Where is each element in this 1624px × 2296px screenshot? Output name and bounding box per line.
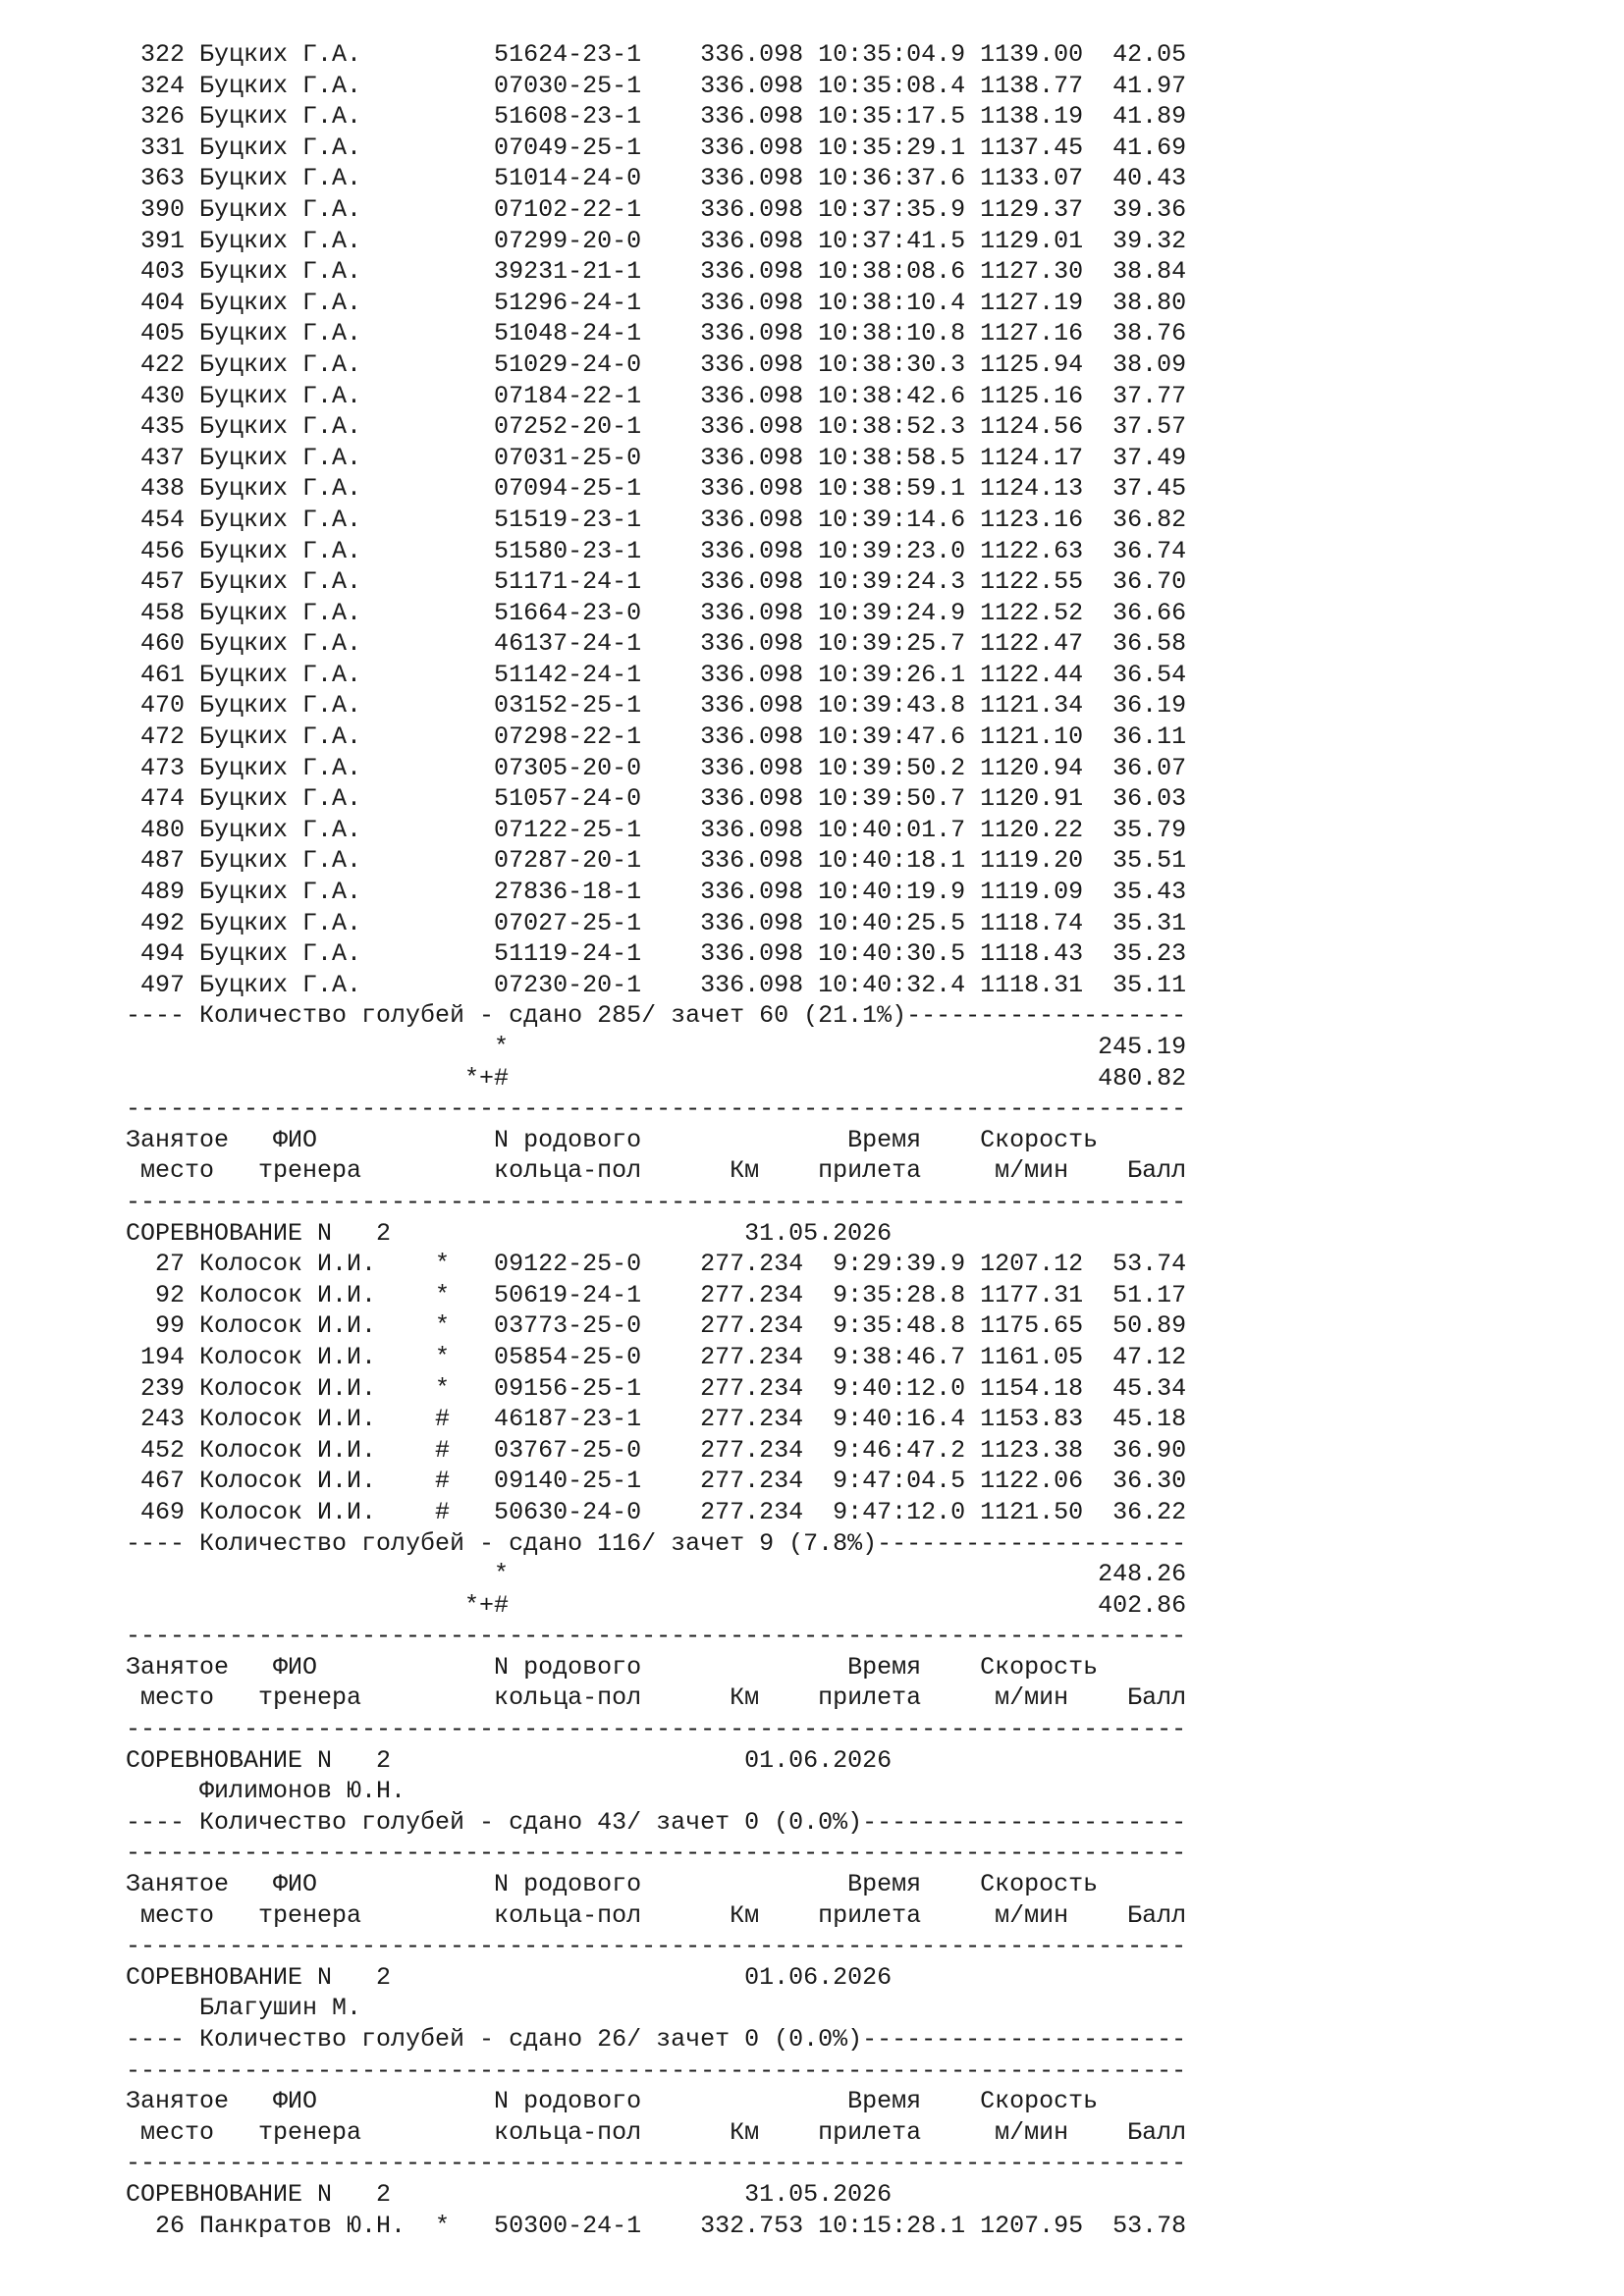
fancier-name: Филимонов Ю.Н. — [126, 1777, 406, 1806]
score-total-line: *+# 402.86 — [126, 1590, 1187, 1620]
result-row: 452 Колосок И.И. # 03767-25-0 277.234 9:46:47.2 1123.38 36.90 — [126, 1435, 1187, 1465]
summary-line: ---- Количество голубей - сдано 116/ зачет 9 (7.8%)--------------------- — [126, 1528, 1187, 1558]
summary-line: ---- Количество голубей - сдано 43/ зачет 0 (0.0%)---------------------- — [126, 1807, 1187, 1837]
result-row: 405 Буцких Г.А. 51048-24-1 336.098 10:38:10.8 1127.16 38.76 — [126, 319, 1187, 348]
result-row: 457 Буцких Г.А. 51171-24-1 336.098 10:39:24.3 1122.55 36.70 — [126, 567, 1187, 597]
result-row: 363 Буцких Г.А. 51014-24-0 336.098 10:36:37.6 1133.07 40.43 — [126, 164, 1187, 193]
competition-heading: СОРЕВНОВАНИЕ N 2 31.05.2026 — [126, 2179, 893, 2209]
summary-line: ---- Количество голубей - сдано 285/ зачет 60 (21.1%)------------------- — [126, 1001, 1187, 1031]
result-row: 326 Буцких Г.А. 51608-23-1 336.098 10:35:17.5 1138.19 41.89 — [126, 102, 1187, 132]
result-row: 494 Буцких Г.А. 51119-24-1 336.098 10:40:30.5 1118.43 35.23 — [126, 939, 1187, 969]
score-total-line: * 245.19 — [126, 1033, 1187, 1061]
score-total-line: * 248.26 — [126, 1560, 1187, 1589]
result-row: 454 Буцких Г.А. 51519-23-1 336.098 10:39:14.6 1123.16 36.82 — [126, 505, 1187, 534]
result-row: 456 Буцких Г.А. 51580-23-1 336.098 10:39:23.0 1122.63 36.74 — [126, 536, 1187, 565]
result-row: 437 Буцких Г.А. 07031-25-0 336.098 10:38:58.5 1124.17 37.49 — [126, 443, 1187, 472]
competition-heading: СОРЕВНОВАНИЕ N 2 01.06.2026 — [126, 1962, 893, 1992]
divider-line: ------------------------------------------------------------------------ — [126, 2056, 1187, 2085]
column-header-line-1: Занятое ФИО N родового Время Скорость — [126, 1652, 1099, 1682]
result-row: 27 Колосок И.И. * 09122-25-0 277.234 9:29:39.9 1207.12 53.74 — [126, 1250, 1187, 1279]
result-row: 497 Буцких Г.А. 07230-20-1 336.098 10:40:32.4 1118.31 35.11 — [126, 970, 1187, 999]
divider-line: ------------------------------------------------------------------------ — [126, 1715, 1187, 1744]
result-row: 487 Буцких Г.А. 07287-20-1 336.098 10:40:18.1 1119.20 35.51 — [126, 846, 1187, 876]
result-row: 390 Буцких Г.А. 07102-22-1 336.098 10:37:35.9 1129.37 39.36 — [126, 194, 1187, 224]
competition-heading: СОРЕВНОВАНИЕ N 2 01.06.2026 — [126, 1745, 893, 1775]
column-header-line-1: Занятое ФИО N родового Время Скорость — [126, 2087, 1099, 2116]
summary-line: ---- Количество голубей - сдано 26/ зачет 0 (0.0%)---------------------- — [126, 2025, 1187, 2054]
result-row: 26 Панкратов Ю.Н. * 50300-24-1 332.753 10:15:28.1 1207.95 53.78 — [126, 2211, 1187, 2240]
divider-line: ------------------------------------------------------------------------ — [126, 1622, 1187, 1651]
result-row: 243 Колосок И.И. # 46187-23-1 277.234 9:40:16.4 1153.83 45.18 — [126, 1405, 1187, 1434]
result-row: 467 Колосок И.И. # 09140-25-1 277.234 9:47:04.5 1122.06 36.30 — [126, 1467, 1187, 1496]
result-row: 492 Буцких Г.А. 07027-25-1 336.098 10:40:25.5 1118.74 35.31 — [126, 908, 1187, 937]
divider-line: ------------------------------------------------------------------------ — [126, 1095, 1187, 1124]
result-row: 422 Буцких Г.А. 51029-24-0 336.098 10:38:30.3 1125.94 38.09 — [126, 349, 1187, 379]
result-row: 460 Буцких Г.А. 46137-24-1 336.098 10:39:25.7 1122.47 36.58 — [126, 629, 1187, 659]
results-listing — [126, 39, 1186, 2241]
divider-line: ------------------------------------------------------------------------ — [126, 1839, 1187, 1868]
result-row: 403 Буцких Г.А. 39231-21-1 336.098 10:38:08.6 1127.30 38.84 — [126, 257, 1187, 287]
result-row: 391 Буцких Г.А. 07299-20-0 336.098 10:37:41.5 1129.01 39.32 — [126, 226, 1187, 255]
divider-line: ------------------------------------------------------------------------ — [126, 2149, 1187, 2178]
result-row: 331 Буцких Г.А. 07049-25-1 336.098 10:35:29.1 1137.45 41.69 — [126, 133, 1187, 162]
competition-heading: СОРЕВНОВАНИЕ N 2 31.05.2026 — [126, 1218, 893, 1248]
result-row: 99 Колосок И.И. * 03773-25-0 277.234 9:35:48.8 1175.65 50.89 — [126, 1311, 1187, 1341]
result-row: 322 Буцких Г.А. 51624-23-1 336.098 10:35:04.9 1139.00 42.05 — [126, 40, 1187, 69]
column-header-line-1: Занятое ФИО N родового Время Скорость — [126, 1870, 1099, 1899]
result-row: 461 Буцких Г.А. 51142-24-1 336.098 10:39:26.1 1122.44 36.54 — [126, 660, 1187, 689]
result-row: 473 Буцких Г.А. 07305-20-0 336.098 10:39:50.2 1120.94 36.07 — [126, 753, 1187, 782]
divider-line: ------------------------------------------------------------------------ — [126, 1187, 1187, 1216]
result-row: 324 Буцких Г.А. 07030-25-1 336.098 10:35:08.4 1138.77 41.97 — [126, 71, 1187, 100]
result-row: 194 Колосок И.И. * 05854-25-0 277.234 9:38:46.7 1161.05 47.12 — [126, 1342, 1187, 1371]
result-row: 480 Буцких Г.А. 07122-25-1 336.098 10:40:01.7 1120.22 35.79 — [126, 815, 1187, 844]
column-header-line-2: место тренера кольца-пол Км прилета м/мин Балл — [126, 1156, 1187, 1186]
result-row: 438 Буцких Г.А. 07094-25-1 336.098 10:38:59.1 1124.13 37.45 — [126, 474, 1187, 504]
result-row: 489 Буцких Г.А. 27836-18-1 336.098 10:40:19.9 1119.09 35.43 — [126, 878, 1187, 907]
result-row: 92 Колосок И.И. * 50619-24-1 277.234 9:35:28.8 1177.31 51.17 — [126, 1280, 1187, 1309]
result-row: 404 Буцких Г.А. 51296-24-1 336.098 10:38:10.4 1127.19 38.80 — [126, 288, 1187, 317]
result-row: 435 Буцких Г.А. 07252-20-1 336.098 10:38:52.3 1124.56 37.57 — [126, 412, 1187, 442]
result-row: 430 Буцких Г.А. 07184-22-1 336.098 10:38:42.6 1125.16 37.77 — [126, 381, 1187, 410]
result-row: 472 Буцких Г.А. 07298-22-1 336.098 10:39:47.6 1121.10 36.11 — [126, 722, 1187, 752]
divider-line: ------------------------------------------------------------------------ — [126, 1932, 1187, 1961]
result-row: 469 Колосок И.И. # 50630-24-0 277.234 9:47:12.0 1121.50 36.22 — [126, 1497, 1187, 1526]
result-row: 458 Буцких Г.А. 51664-23-0 336.098 10:39:24.9 1122.52 36.66 — [126, 598, 1187, 627]
column-header-line-2: место тренера кольца-пол Км прилета м/мин Балл — [126, 1900, 1187, 1930]
result-row: 239 Колосок И.И. * 09156-25-1 277.234 9:40:12.0 1154.18 45.34 — [126, 1373, 1187, 1403]
result-row: 474 Буцких Г.А. 51057-24-0 336.098 10:39:50.7 1120.91 36.03 — [126, 784, 1187, 814]
column-header-line-2: место тренера кольца-пол Км прилета м/мин Балл — [126, 2117, 1187, 2147]
score-total-line: *+# 480.82 — [126, 1063, 1187, 1093]
column-header-line-1: Занятое ФИО N родового Время Скорость — [126, 1125, 1099, 1154]
fancier-name: Благушин М. — [126, 1994, 362, 2023]
column-header-line-2: место тренера кольца-пол Км прилета м/мин Балл — [126, 1683, 1187, 1713]
result-row: 470 Буцких Г.А. 03152-25-1 336.098 10:39:43.8 1121.34 36.19 — [126, 691, 1187, 721]
